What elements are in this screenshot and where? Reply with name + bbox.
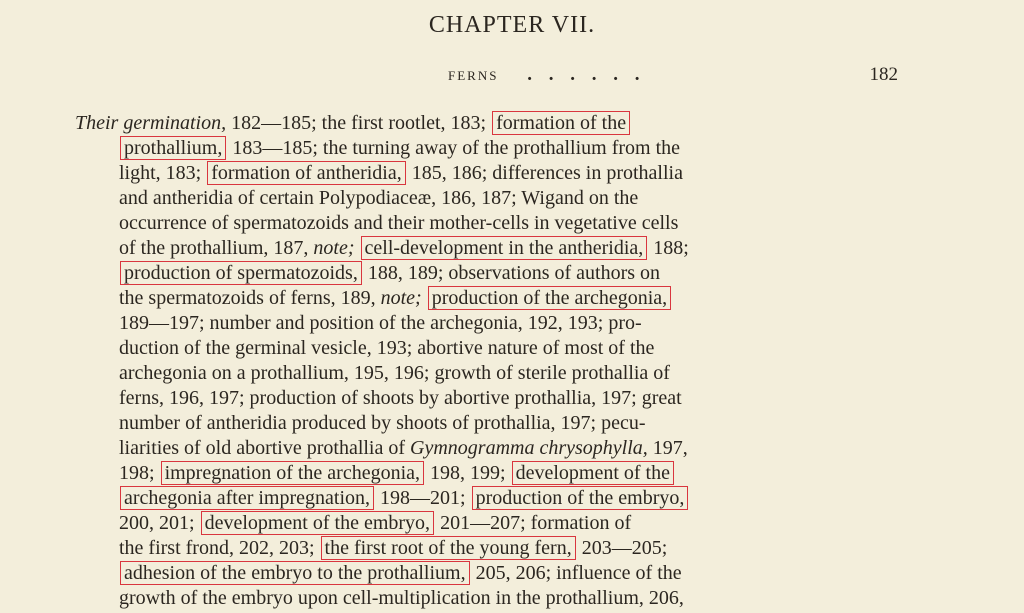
text-segment: 203—205; <box>576 537 668 559</box>
text-line <box>75 286 875 311</box>
toc-label: FERNS <box>448 68 499 83</box>
text-line <box>75 311 875 336</box>
text-line <box>75 211 875 236</box>
text-segment: occurrence of spermatozoids and their mother-cells in vegetative cells <box>119 212 679 234</box>
text-line <box>75 586 875 611</box>
text-segment: number of antheridia produced by shoots of prothallia, 197; pecu- <box>119 412 646 434</box>
text-segment: 188, 189; observations of authors on <box>362 262 661 284</box>
toc-leader-dots: . . . . . . <box>527 64 646 85</box>
text-segment: 197, <box>647 437 688 459</box>
text-segment: 188; <box>648 237 689 259</box>
italic-text: Gymnogramma chrysophylla, <box>410 437 648 459</box>
text-segment: the first frond, 202, 203; <box>119 537 320 559</box>
text-segment: liarities of old abortive prothallia of <box>119 437 411 459</box>
text-segment: duction of the germinal vesicle, 193; abortive nature of most of the <box>119 337 655 359</box>
text-segment: 198, 199; <box>425 462 511 484</box>
text-line <box>75 336 875 361</box>
text-line <box>75 136 875 161</box>
italic-text: Their germination, <box>75 112 227 134</box>
text-line <box>75 536 875 561</box>
highlighted-phrase: development of the embryo, <box>201 511 435 535</box>
text-segment <box>355 237 360 259</box>
text-segment: 200, 201; <box>119 512 200 534</box>
text-line <box>75 511 875 536</box>
text-segment: and antheridia of certain Polypodiaceæ, 186, 187; Wigand on the <box>119 187 639 209</box>
text-segment: 183—185; the turning away of the prothallium from the <box>227 137 681 159</box>
toc-entry <box>448 64 898 86</box>
text-line <box>75 236 875 261</box>
toc-page-number: 182 <box>869 64 898 85</box>
chapter-heading: CHAPTER VII. <box>428 12 596 38</box>
paragraph-body <box>75 111 875 611</box>
text-segment: ferns, 196, 197; production of shoots by abortive prothallia, 197; great <box>119 387 682 409</box>
text-segment: growth of the embryo upon cell-multiplication in the prothallium, 206, <box>119 587 684 609</box>
text-segment: of the prothallium, 187, <box>119 237 314 259</box>
text-line <box>75 436 875 461</box>
highlighted-phrase: production of the embryo, <box>472 486 689 510</box>
italic-text: note; <box>313 237 355 259</box>
text-line <box>75 361 875 386</box>
highlighted-phrase: impregnation of the archegonia, <box>161 461 424 485</box>
text-segment <box>422 287 427 309</box>
highlighted-phrase: formation of the <box>492 111 630 135</box>
text-segment: 189—197; number and position of the archegonia, 192, 193; pro- <box>119 312 642 334</box>
highlighted-phrase: the first root of the young fern, <box>321 536 576 560</box>
text-line <box>75 561 875 586</box>
highlighted-phrase: cell-development in the antheridia, <box>361 236 648 260</box>
text-segment: 198; <box>119 462 160 484</box>
text-segment: 201—207; formation of <box>435 512 632 534</box>
highlighted-phrase: adhesion of the embryo to the prothallium, <box>120 561 470 585</box>
text-segment: 198—201; <box>375 487 471 509</box>
text-segment: 182—185; the first rootlet, 183; <box>226 112 492 134</box>
italic-text: note; <box>380 287 422 309</box>
text-line <box>75 486 875 511</box>
highlighted-phrase: formation of antheridia, <box>207 161 406 185</box>
text-line <box>75 411 875 436</box>
text-line <box>75 186 875 211</box>
text-line <box>75 386 875 411</box>
text-segment: 185, 186; differences in prothallia <box>406 162 683 184</box>
highlighted-phrase: production of spermatozoids, <box>120 261 362 285</box>
text-segment: 205, 206; influence of the <box>470 562 682 584</box>
text-segment: light, 183; <box>119 162 207 184</box>
highlighted-phrase: archegonia after impregnation, <box>120 486 374 510</box>
text-line <box>75 111 875 136</box>
highlighted-phrase: development of the <box>512 461 674 485</box>
text-segment: the spermatozoids of ferns, 189, <box>119 287 381 309</box>
text-line <box>75 461 875 486</box>
text-segment: archegonia on a prothallium, 195, 196; growth of sterile prothallia of <box>119 362 670 384</box>
text-line <box>75 261 875 286</box>
highlighted-phrase: prothallium, <box>120 136 226 160</box>
highlighted-phrase: production of the archegonia, <box>428 286 671 310</box>
text-line <box>75 161 875 186</box>
